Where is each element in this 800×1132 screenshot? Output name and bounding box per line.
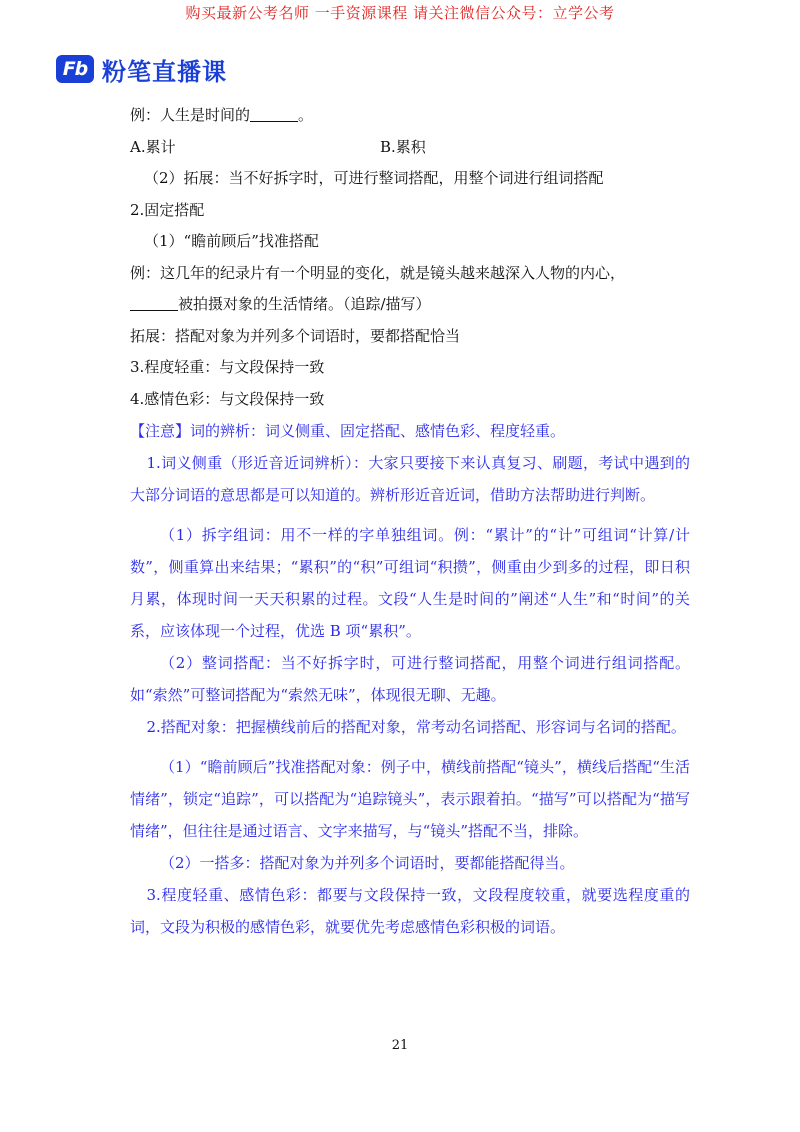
example-2b: 被拍摄对象的生活情绪。（追踪/描写） [130,289,690,321]
note-p1: 1.词义侧重（形近音近词辨析）：大家只要接下来认真复习、刷题，考试中遇到的大部分词语的意思都是可以知道的。辨析形近音近词，借助方法帮助进行判断。 [130,454,690,504]
note-p2: （1）拆字组词：用不一样的字单独组词。例：“累计”的“计”可组词“计算/计数”，侧重算出来结果；“累积”的“积”可组词“积攒”，侧重由少到多的过程，即日积月累，体现时间一天天积累的过程。文段“人生是时间的”阐述“人生”和“时间”的关系，应该体现一个过程，优选 B 项“累积”。 [130,526,690,640]
option-a: A.累计 [130,137,176,156]
brand-name: 粉笔直播课 [102,57,227,86]
note-p7: 3.程度轻重、感情色彩：都要与文段保持一致，文段程度较重，就要选程度重的词，文段为积极的感情色彩，就要优先考虑感情色彩积极的词语。 [130,886,690,936]
page-number: 21 [391,1038,409,1053]
note-p4: 2.搭配对象：把握横线前后的搭配对象，常考动名词搭配、形容词与名词的搭配。 [146,718,686,736]
section-degree: 3.程度轻重：与文段保持一致 [130,358,325,376]
example-1-options [130,132,690,164]
expand-1: （2）拓展：当不好拆字时，可进行整词搭配，用整个词进行组词搭配 [144,169,604,187]
note-heading: 【注意】词的辨析：词义侧重、固定搭配、感情色彩、程度轻重。 [130,422,566,440]
option-b: B.累积 [380,137,426,156]
example-2a: 例：这几年的纪录片有一个明显的变化，就是镜头越来越深入人物的内心， [130,263,626,282]
section-fixed: 2.固定搭配 [130,200,205,219]
fill-blank [130,294,178,311]
section-emotion: 4.感情色彩：与文段保持一致 [130,389,325,408]
page-content [130,100,690,943]
note-p5: （1）“瞻前顾后”找准搭配对象：例子中，横线前搭配“镜头”，横线后搭配“生活情绪”，锁定“追踪”，可以搭配为“追踪镜头”，表示跟着拍。“描写”可以搭配为“描写情绪”，但往往是通过语言、文字来描写，与“镜头”搭配不当，排除。 [130,758,690,840]
promo-banner: 购买最新公考名师 一手资源课程 请关注微信公众号：立学公考 [185,4,615,22]
fixed-1: （1）“瞻前顾后”找准搭配 [144,232,319,250]
note-p3: （2）整词搭配：当不好拆字时，可进行整词搭配，用整个词进行组词搭配。如“索然”可整词搭配为“索然无味”，体现很无聊、无趣。 [130,654,690,704]
fill-blank [250,105,298,122]
fb-logo-icon: Fb [56,55,94,83]
expand-2: 拓展：搭配对象为并列多个词语时，要都搭配恰当 [130,326,461,345]
brand-logo [56,52,227,86]
example-1: 例：人生是时间的 。 [130,106,314,124]
note-p6: （2）一搭多：搭配对象为并列多个词语时，要都能搭配得当。 [160,854,575,872]
